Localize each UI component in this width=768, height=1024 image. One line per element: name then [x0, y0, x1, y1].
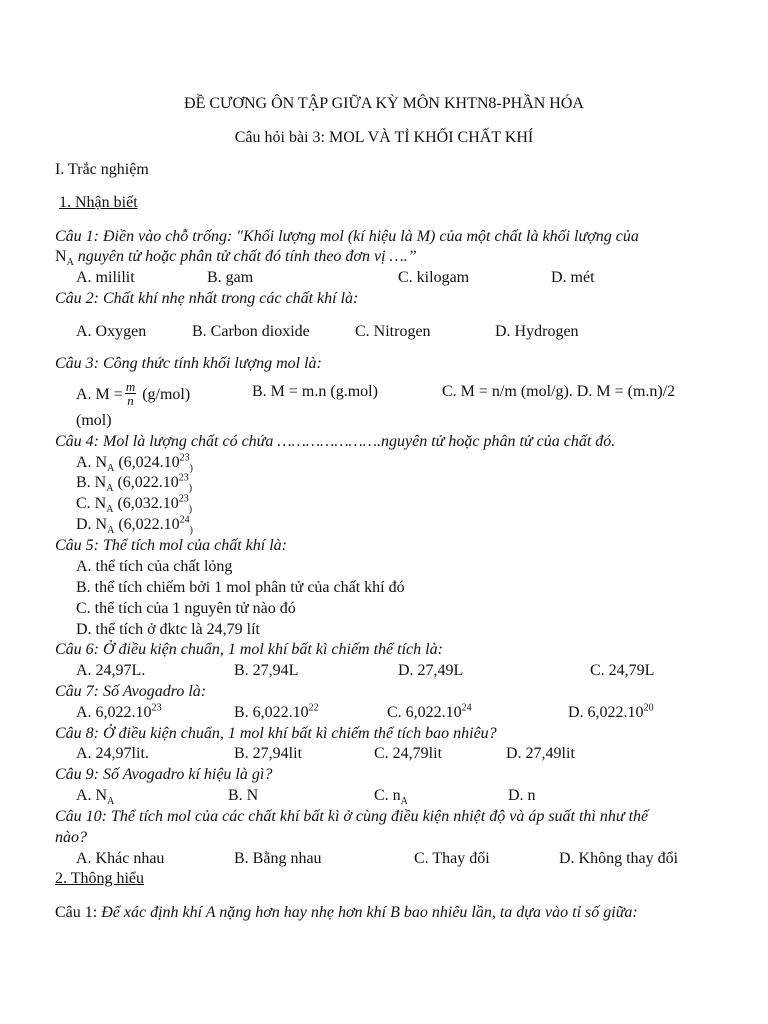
answer-option: B. thể tích chiếm bởi 1 mol phân tử của chất khí đó [76, 579, 405, 596]
option-value: A. N [76, 787, 108, 804]
answer-option: A. Khác nhau [76, 850, 165, 867]
option-subscript: A [400, 796, 408, 808]
option-value: B. 6,022.10 [234, 704, 309, 721]
answer-option [374, 786, 408, 806]
answer-option: A. thể tích của chất lỏng [76, 558, 233, 575]
answer-option [76, 473, 192, 493]
option-value: (6,032.10 [113, 495, 179, 512]
question-7-text: Câu 7: Số Avogadro là: [55, 683, 207, 700]
na-subscript: A [66, 257, 74, 269]
question-8-text: Câu 8: Ở điều kiện chuẩn, 1 mol khí bất kì chiếm thể tích bao nhiêu? [55, 725, 497, 742]
formula-prefix: A. M = [76, 386, 123, 404]
option-letter: D. N [76, 516, 108, 533]
option-subscript: A [106, 504, 114, 516]
answer-option [568, 703, 654, 723]
option-letter: A. N [76, 454, 108, 471]
answer-option: D. Không thay đổi [559, 850, 679, 867]
answer-option: A. mililit [76, 269, 135, 286]
answer-option: B. N [228, 787, 259, 804]
option-exponent: 22 [308, 702, 319, 714]
answer-option: B. Carbon dioxide [192, 323, 310, 340]
option-exponent: 24 [179, 514, 190, 526]
answer-option: D. Hydrogen [495, 323, 579, 340]
subsection-heading: 1. Nhận biết [59, 194, 138, 211]
option-subscript: A [107, 796, 115, 808]
answer-option: D. n [508, 787, 536, 804]
answer-option: B. gam [207, 269, 254, 286]
question-9-text: Câu 9: Số Avogadro kí hiệu là gì? [55, 766, 273, 783]
page-title: ĐỀ CƯƠNG ÔN TẬP GIỮA KỲ MÔN KHTN8-PHẦN HÓA [184, 95, 584, 112]
question-11 [55, 903, 638, 923]
answer-option: C. Thay đổi [414, 850, 490, 867]
option-letter: C. N [76, 495, 107, 512]
option-exponent: 23 [151, 702, 162, 714]
answer-option [76, 786, 114, 806]
answer-option: C. 24,79L [590, 662, 655, 679]
answer-option [76, 515, 193, 535]
option-value: A. 6,022.10 [76, 704, 152, 721]
question-1-text-rest: nguyên tử hoặc phân tử chất đó tính theo đơn vị ….” [73, 248, 417, 265]
answer-option: C. kilogam [398, 269, 470, 286]
fraction-denominator: n [127, 393, 134, 408]
question-10-text-cont: nào? [55, 829, 87, 846]
answer-option: B. M = m.n (g.mol) [252, 383, 378, 400]
option-value: D. 6,022.10 [568, 704, 644, 721]
formula-unit: (g/mol) [142, 386, 191, 404]
option-value: (6,022.10 [114, 516, 180, 533]
question-1-text: Câu 1: Điền vào chỗ trống: "Khối lượng mol (kí hiệu là M) của một chất là khối lượng của [55, 228, 639, 245]
option-subscript: A [107, 463, 115, 475]
option-close: ) [188, 504, 193, 516]
answer-option: C. Nitrogen [355, 323, 431, 340]
question-6-text: Câu 6: Ở điều kiện chuẩn, 1 mol khí bất kì chiếm thể tích là: [55, 641, 443, 658]
option-close: ) [189, 525, 194, 537]
question-2-text: Câu 2: Chất khí nhẹ nhất trong các chất khí là: [55, 290, 359, 307]
question-3-text: Câu 3: Công thức tính khối lượng mol là: [55, 355, 322, 372]
question-label: Câu 1: [55, 904, 102, 921]
answer-option [387, 703, 472, 723]
option-exponent: 23 [178, 472, 189, 484]
fraction-numerator: m [125, 379, 136, 394]
answer-option [76, 703, 162, 723]
answer-option: C. 24,79lit [374, 745, 443, 762]
answer-option: D. 27,49lit [506, 745, 575, 762]
answer-option-cont: (mol) [76, 412, 112, 429]
option-exponent: 23 [179, 452, 190, 464]
option-exponent: 24 [461, 702, 472, 714]
answer-option: B. Bằng nhau [234, 850, 322, 867]
answer-option [76, 453, 193, 473]
subsection-heading: 2. Thông hiểu [55, 870, 145, 887]
question-4-text: Câu 4: Mol là lượng chất có chứa ………………….nguyên tử hoặc phân tử của chất đó. [55, 433, 616, 450]
option-letter: B. N [76, 474, 107, 491]
option-value: (6,024.10 [114, 454, 180, 471]
answer-option: A. 24,97lit. [76, 745, 149, 762]
question-10-text: Câu 10: Thể tích mol của các chất khí bất kì ở cùng điều kiện nhiệt độ và áp suất thì như thế [55, 808, 649, 825]
answer-option: A. Oxygen [76, 323, 147, 340]
question-1-text-cont [55, 247, 417, 267]
option-close: ) [188, 483, 193, 495]
option-subscript: A [107, 525, 115, 537]
option-value: (6,022.10 [113, 474, 179, 491]
question-5-text: Câu 5: Thể tích mol của chất khí là: [55, 537, 287, 554]
answer-option: D. mét [551, 269, 595, 286]
question-11-text: Để xác định khí A nặng hơn hay nhẹ hơn khí B bao nhiêu lần, ta dựa vào tỉ số giữa: [101, 904, 638, 921]
answer-option-formula [76, 379, 191, 409]
answer-option: C. M = n/m (mol/g). D. M = (m.n)/2 [442, 383, 676, 400]
answer-option: B. 27,94lit [234, 745, 303, 762]
answer-option: B. 27,94L [234, 662, 299, 679]
option-value: C. 6,022.10 [387, 704, 462, 721]
answer-option [76, 494, 192, 514]
answer-option: A. 24,97L. [76, 662, 146, 679]
option-value: C. n [374, 787, 401, 804]
option-exponent: 20 [643, 702, 654, 714]
answer-option: D. thể tích ở đktc là 24,79 lít [76, 621, 260, 638]
option-exponent: 23 [178, 493, 189, 505]
answer-option [234, 703, 319, 723]
section-heading: I. Trắc nghiệm [55, 161, 149, 178]
option-close: ) [189, 463, 194, 475]
page-subtitle: Câu hỏi bài 3: MOL VÀ TỈ KHỐI CHẤT KHÍ [234, 129, 534, 146]
answer-option: C. thể tích của 1 nguyên tử nào đó [76, 600, 296, 617]
na-symbol: N [55, 248, 67, 265]
answer-option: D. 27,49L [398, 662, 464, 679]
option-subscript: A [106, 483, 114, 495]
fraction [125, 380, 136, 407]
